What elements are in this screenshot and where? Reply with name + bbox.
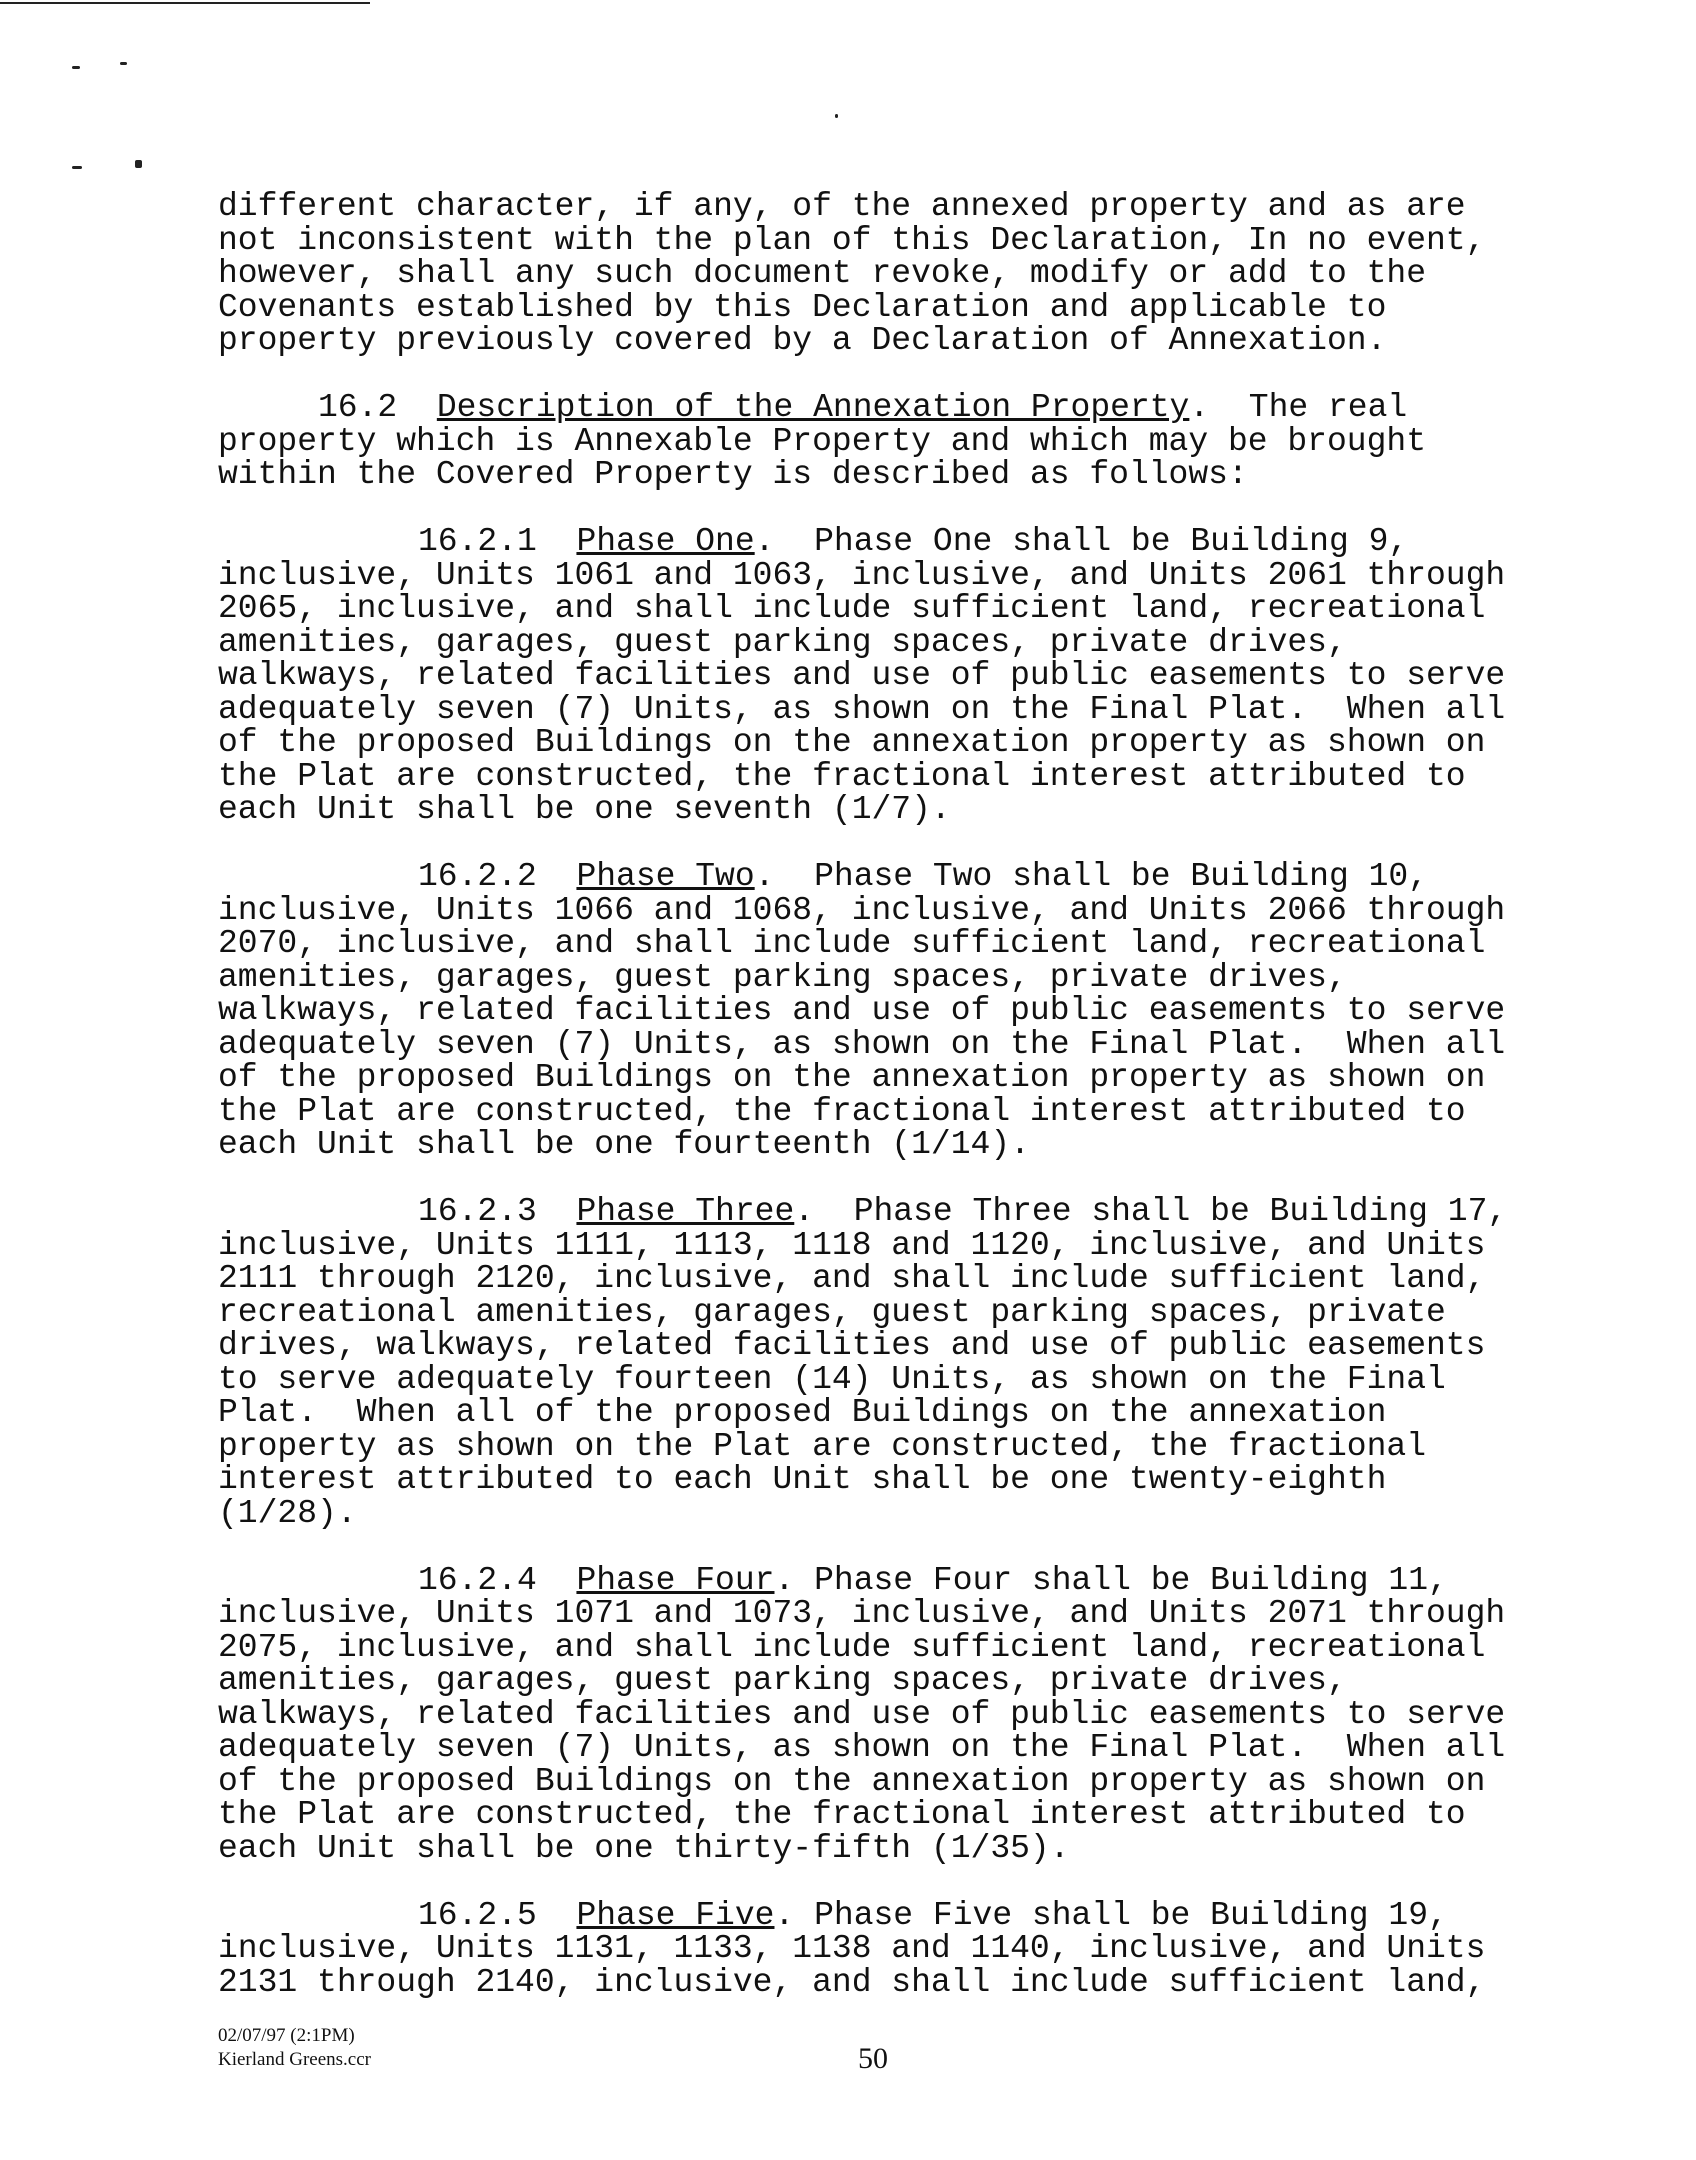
text-line: interest attributed to each Unit shall be one twenty-eighth <box>218 1461 1387 1498</box>
text-line: recreational amenities, garages, guest parking spaces, private <box>218 1293 1446 1331</box>
text-line: inclusive, Units 1061 and 1063, inclusive, and Units 2061 through <box>218 556 1506 594</box>
text-line: walkways, related facilities and use of public easements to serve <box>218 992 1506 1029</box>
section-heading: Phase Five <box>576 1896 775 1934</box>
section-first-line-text: . Phase Four shall be Building 11, <box>774 1561 1448 1599</box>
text-line: adequately seven (7) Units, as shown on the Final Plat. When all <box>218 1025 1506 1063</box>
section-first-line-text: . Phase Five shall be Building 19, <box>774 1896 1448 1934</box>
section-16-2-1 <box>218 525 1558 827</box>
section-number: 16.2 <box>318 389 398 426</box>
text-line: of the proposed Buildings on the annexation property as shown on <box>218 1059 1486 1096</box>
text-line: (1/28). <box>218 1494 357 1532</box>
section-number: 16.2.5 <box>418 1896 537 1934</box>
text-line: different character, if any, of the annexed property and as are <box>218 188 1466 225</box>
text-line: property which is Annexable Property and which may be brought <box>218 422 1426 460</box>
section-16-2 <box>218 391 1558 492</box>
text-line: amenities, garages, guest parking spaces, private drives, <box>218 623 1347 661</box>
text-line: 2131 through 2140, inclusive, and shall include sufficient land, <box>218 1963 1486 2001</box>
section-first-line <box>218 1896 1558 1934</box>
section-first-line-text: . The real <box>1189 389 1408 426</box>
text-line: adequately seven (7) Units, as shown on the Final Plat. When all <box>218 1729 1506 1766</box>
paragraph <box>218 190 1558 358</box>
text-line: each Unit shall be one thirty-fifth (1/35). <box>218 1829 1070 1867</box>
section-heading: Phase Four <box>576 1561 775 1599</box>
section-first-line <box>218 525 1558 559</box>
text-line: the Plat are constructed, the fractional interest attributed to <box>218 1796 1466 1833</box>
text-line: inclusive, Units 1071 and 1073, inclusive, and Units 2071 through <box>218 1595 1506 1632</box>
text-line: 2070, inclusive, and shall include sufficient land, recreational <box>218 925 1486 962</box>
text-line: of the proposed Buildings on the annexation property as shown on <box>218 1762 1486 1800</box>
text-line: amenities, garages, guest parking spaces, private drives, <box>218 1662 1347 1699</box>
text-line: to serve adequately fourteen (14) Units, as shown on the Final <box>218 1360 1446 1398</box>
text-line: each Unit shall be one fourteenth (1/14). <box>218 1126 1030 1163</box>
text-line: inclusive, Units 1111, 1113, 1118 and 1120, inclusive, and Units <box>218 1226 1486 1264</box>
text-line: not inconsistent with the plan of this Declaration, In no event, <box>218 221 1486 259</box>
section-number: 16.2.4 <box>418 1561 537 1599</box>
text-line: of the proposed Buildings on the annexation property as shown on <box>218 724 1486 761</box>
text-line: the Plat are constructed, the fractional interest attributed to <box>218 1092 1466 1130</box>
text-line: 2075, inclusive, and shall include sufficient land, recreational <box>218 1628 1486 1666</box>
text-line: inclusive, Units 1131, 1133, 1138 and 1140, inclusive, and Units <box>218 1930 1486 1967</box>
footer-info <box>218 2024 371 2072</box>
text-line: 2065, inclusive, and shall include sufficient land, recreational <box>218 590 1486 627</box>
section-number: 16.2.3 <box>418 1193 537 1230</box>
footer-filename: Kierland Greens.ccr <box>218 2049 371 2070</box>
section-heading: Phase Three <box>576 1193 795 1230</box>
section-16-2-2 <box>218 860 1558 1162</box>
scan-speck <box>72 66 80 69</box>
text-line: however, shall any such document revoke, modify or add to the <box>218 255 1426 292</box>
scan-speck <box>120 62 127 65</box>
section-first-line-text: . Phase Three shall be Building 17, <box>794 1193 1508 1230</box>
text-line: inclusive, Units 1066 and 1068, inclusive, and Units 2066 through <box>218 891 1506 929</box>
section-16-2-5 <box>218 1896 1558 2001</box>
text-line: each Unit shall be one seventh (1/7). <box>218 791 951 828</box>
section-first-line <box>218 860 1558 894</box>
section-first-line-text: . Phase One shall be Building 9, <box>754 523 1409 560</box>
scan-speck <box>835 114 838 118</box>
footer-date: 02/07/97 (2:1PM) <box>218 2025 355 2046</box>
text-line: property previously covered by a Declaration of Annexation. <box>218 322 1387 359</box>
text-line: Covenants established by this Declaration and applicable to <box>218 288 1387 326</box>
text-line: 2111 through 2120, inclusive, and shall include sufficient land, <box>218 1260 1486 1297</box>
text-line: Plat. When all of the proposed Buildings on the annexation <box>218 1394 1387 1431</box>
text-line: property as shown on the Plat are constructed, the fractional <box>218 1427 1426 1465</box>
scan-speck <box>72 166 82 169</box>
text-line: walkways, related facilities and use of public easements to serve <box>218 657 1506 694</box>
section-first-line <box>218 1195 1558 1229</box>
section-first-line <box>218 1561 1558 1599</box>
page-number: 50 <box>858 2042 888 2075</box>
section-first-line-text: . Phase Two shall be Building 10, <box>754 858 1428 895</box>
document-body <box>218 190 1558 2033</box>
scan-speck <box>135 160 142 168</box>
text-line: walkways, related facilities and use of public easements to serve <box>218 1695 1506 1733</box>
text-line: drives, walkways, related facilities and use of public easements <box>218 1327 1486 1364</box>
text-line: within the Covered Property is described as follows: <box>218 456 1248 493</box>
section-heading: Description of the Annexation Property <box>436 389 1190 426</box>
section-number: 16.2.1 <box>418 523 537 560</box>
scan-edge-rule <box>0 2 370 4</box>
text-line: adequately seven (7) Units, as shown on the Final Plat. When all <box>218 690 1506 728</box>
section-16-2-4 <box>218 1561 1558 1867</box>
section-number: 16.2.2 <box>418 858 537 895</box>
text-line: amenities, garages, guest parking spaces, private drives, <box>218 958 1347 996</box>
text-line: the Plat are constructed, the fractional interest attributed to <box>218 757 1466 795</box>
section-16-2-3 <box>218 1195 1558 1530</box>
section-heading: Phase One <box>576 523 755 560</box>
section-heading: Phase Two <box>576 858 755 895</box>
section-first-line <box>218 391 1558 425</box>
